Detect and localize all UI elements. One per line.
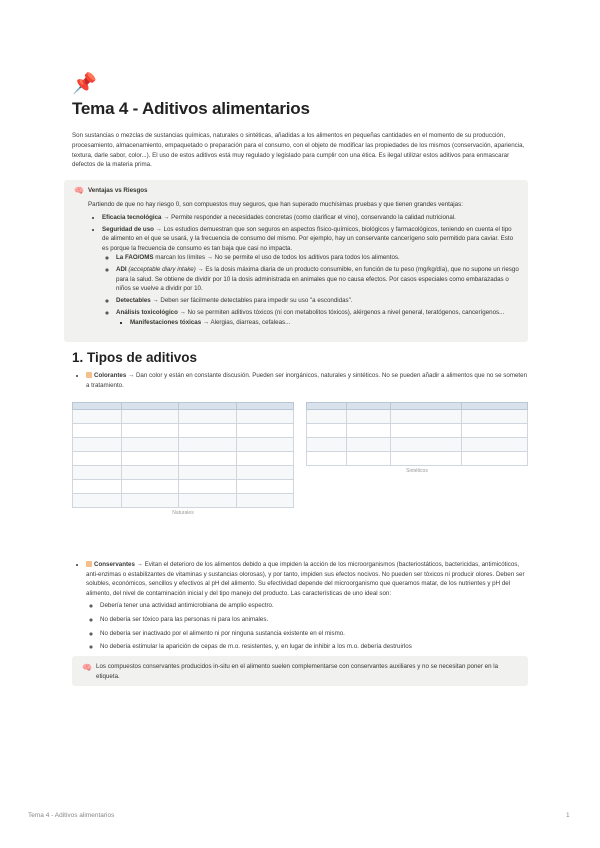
brain-icon: 🧠 xyxy=(74,186,84,195)
list-item: • Seguridad de uso → Los estudios demuestran que son seguros en aspectos físico-químicos, biológicos y farmacológicos, teniendo en cuenta el tipo de alimento en el que se usará, y la frecuencia de consumo del mismo. Por ejemplo, hay un conservante cancerígeno solo permitido para caviar. Esto es porque la frecuencia de consumo es tan baja que casi no impacta. ◦ La FAO/OMS marcan los límites → No se permite el uso de todos los aditivos para todos los alimentos. ◦ ADI (acceptable diary intake) → Es la dosis máxima diaria de un producto consumible, en función de tu peso (mg/kg/día), que no supone un riesgo para la salud. Se obtiene de dividir por 10 la dosis administrada en animales que no causa efectos. Por casos especiales como embarazadas o niños se vuelve a dividir por 10. ◦ Detectables → Deben ser fácilmente detectables para impedir su uso "a escondidas". ◦ Análisis toxicológico → No se permiten aditivos tóxicos (ni con metabolitos tóxicos), alérgenos a nivel general, teratógenos, cancerígenos... ▪ Manifestaciones tóxicas → Alergias, diarreas, cefaleas... xyxy=(102,225,520,328)
conservantes-block xyxy=(72,560,528,656)
callout-body xyxy=(88,200,520,330)
list-item: ◦ ADI (acceptable diary intake) → Es la dosis máxima diaria de un producto consumible, en función de tu peso (mg/kg/día), que no supone un riesgo para la salud. Se obtiene de dividir por 10 la dosis administrada en animales que no causa efectos. Por casos especiales como embarazadas o niños se vuelve a dividir por 10. xyxy=(116,265,520,294)
page-number: 1 xyxy=(566,812,570,819)
sinteticos-table xyxy=(306,402,528,474)
brain-icon: 🧠 xyxy=(82,663,92,672)
naturales-table xyxy=(72,402,294,516)
page-title: Tema 4 - Aditivos alimentarios xyxy=(72,99,310,118)
footer-title: Tema 4 - Aditivos alimentarios xyxy=(28,812,115,819)
conservantes-callout xyxy=(72,656,528,686)
intro-paragraph: Son sustancias o mezclas de sustancias químicas, naturales o sintéticas, añadidas a los alimentos en pequeñas cantidades en el momento de su producción, procesamiento, almacenamiento, empaquetado o preparación para el consumo, con el objeto de modificar las propiedades de los mismos (conservación, apariencia, textura, darle sabor, color...). El uso de estos aditivos está muy regulado y legislado para cumplir con una ética. Es ilegal utilizar estos aditivos para enmascarar defectos de la materia prima. xyxy=(72,132,525,169)
list-item: ◦ No debería ser inactivado por el alimento ni por ninguna sustancia existente en el mismo. xyxy=(100,629,528,639)
ventajas-callout xyxy=(64,180,528,342)
colorantes-block xyxy=(72,371,528,393)
callout-lead: Partiendo de que no hay riesgo 0, son compuestos muy seguros, que han superado muchísimas pruebas y que tienen grandes ventajas: xyxy=(88,201,463,208)
palette-icon xyxy=(86,372,92,378)
list-item: ▪ Manifestaciones tóxicas → Alergias, diarreas, cefaleas... xyxy=(130,318,520,328)
list-item: • Colorantes → Dan color y están en constante discusión. Pueden ser inorgánicos, naturales y sintéticos. No se pueden añadir a alimentos que no se someten a tratamiento. xyxy=(86,371,528,390)
list-item: ◦ No debería estimular la aparición de cepas de m.o. resistentes, y, en lugar de inhibir a los m.o. debería destruirlos xyxy=(100,642,528,652)
palette-icon xyxy=(86,561,92,567)
callout-text: Los compuestos conservantes producidos in-situ en el alimento suelen complementarse con conservantes auxiliares y no se necesitan poner en la etiqueta. xyxy=(96,663,499,680)
table-caption: Naturales xyxy=(172,510,194,517)
pushpin-icon: 📌 xyxy=(72,73,97,95)
list-item: • Conservantes → Evitan el deterioro de los alimentos debido a que impiden la acción de los microorganismos (bacteriostáticos, bactericidas, antimicóticos, anti-enzimas o estabilizantes de vitaminas y sustancias olorosas), y por tanto, impiden sus efectos nocivos. No pueden ser tóxicos ni producir olores. Deben ser solubles, económicos, sencillos y efectivos al pH del alimento. Su efectividad depende del microorganismo que queramos matar, de los nutrientes y pH del alimento, del nivel de contaminación inicial y del tipo manejo del producto. Las características de uno ideal son: ◦ Debería tener una actividad antimicrobiana de amplio espectro. ◦ No debería ser tóxico para las personas ni para los animales. ◦ No debería ser inactivado por el alimento ni por ninguna sustancia existente en el mismo. ◦ No debería estimular la aparición de cepas de m.o. resistentes, y, en lugar de inhibir a los m.o. debería destruirlos xyxy=(86,560,528,652)
list-item: ◦ Detectables → Deben ser fácilmente detectables para impedir su uso "a escondidas". xyxy=(116,296,520,306)
list-item: • Eficacia tecnológica → Permite responder a necesidades concretas (como clarificar el vino), conservando la calidad nutricional. xyxy=(102,213,520,223)
table-caption: Sintéticos xyxy=(406,468,428,475)
list-item: ◦ No debería ser tóxico para las personas ni para los animales. xyxy=(100,615,528,625)
list-item: ◦ Debería tener una actividad antimicrobiana de amplio espectro. xyxy=(100,601,528,611)
section-heading: 1. Tipos de aditivos xyxy=(72,350,198,365)
list-item: ◦ La FAO/OMS marcan los límites → No se permite el uso de todos los aditivos para todos los alimentos. xyxy=(116,253,520,263)
list-item: ◦ Análisis toxicológico → No se permiten aditivos tóxicos (ni con metabolitos tóxicos), alérgenos a nivel general, teratógenos, cancerígenos... ▪ Manifestaciones tóxicas → Alergias, diarreas, cefaleas... xyxy=(116,308,520,327)
callout-title: Ventajas vs Riesgos xyxy=(88,187,148,194)
